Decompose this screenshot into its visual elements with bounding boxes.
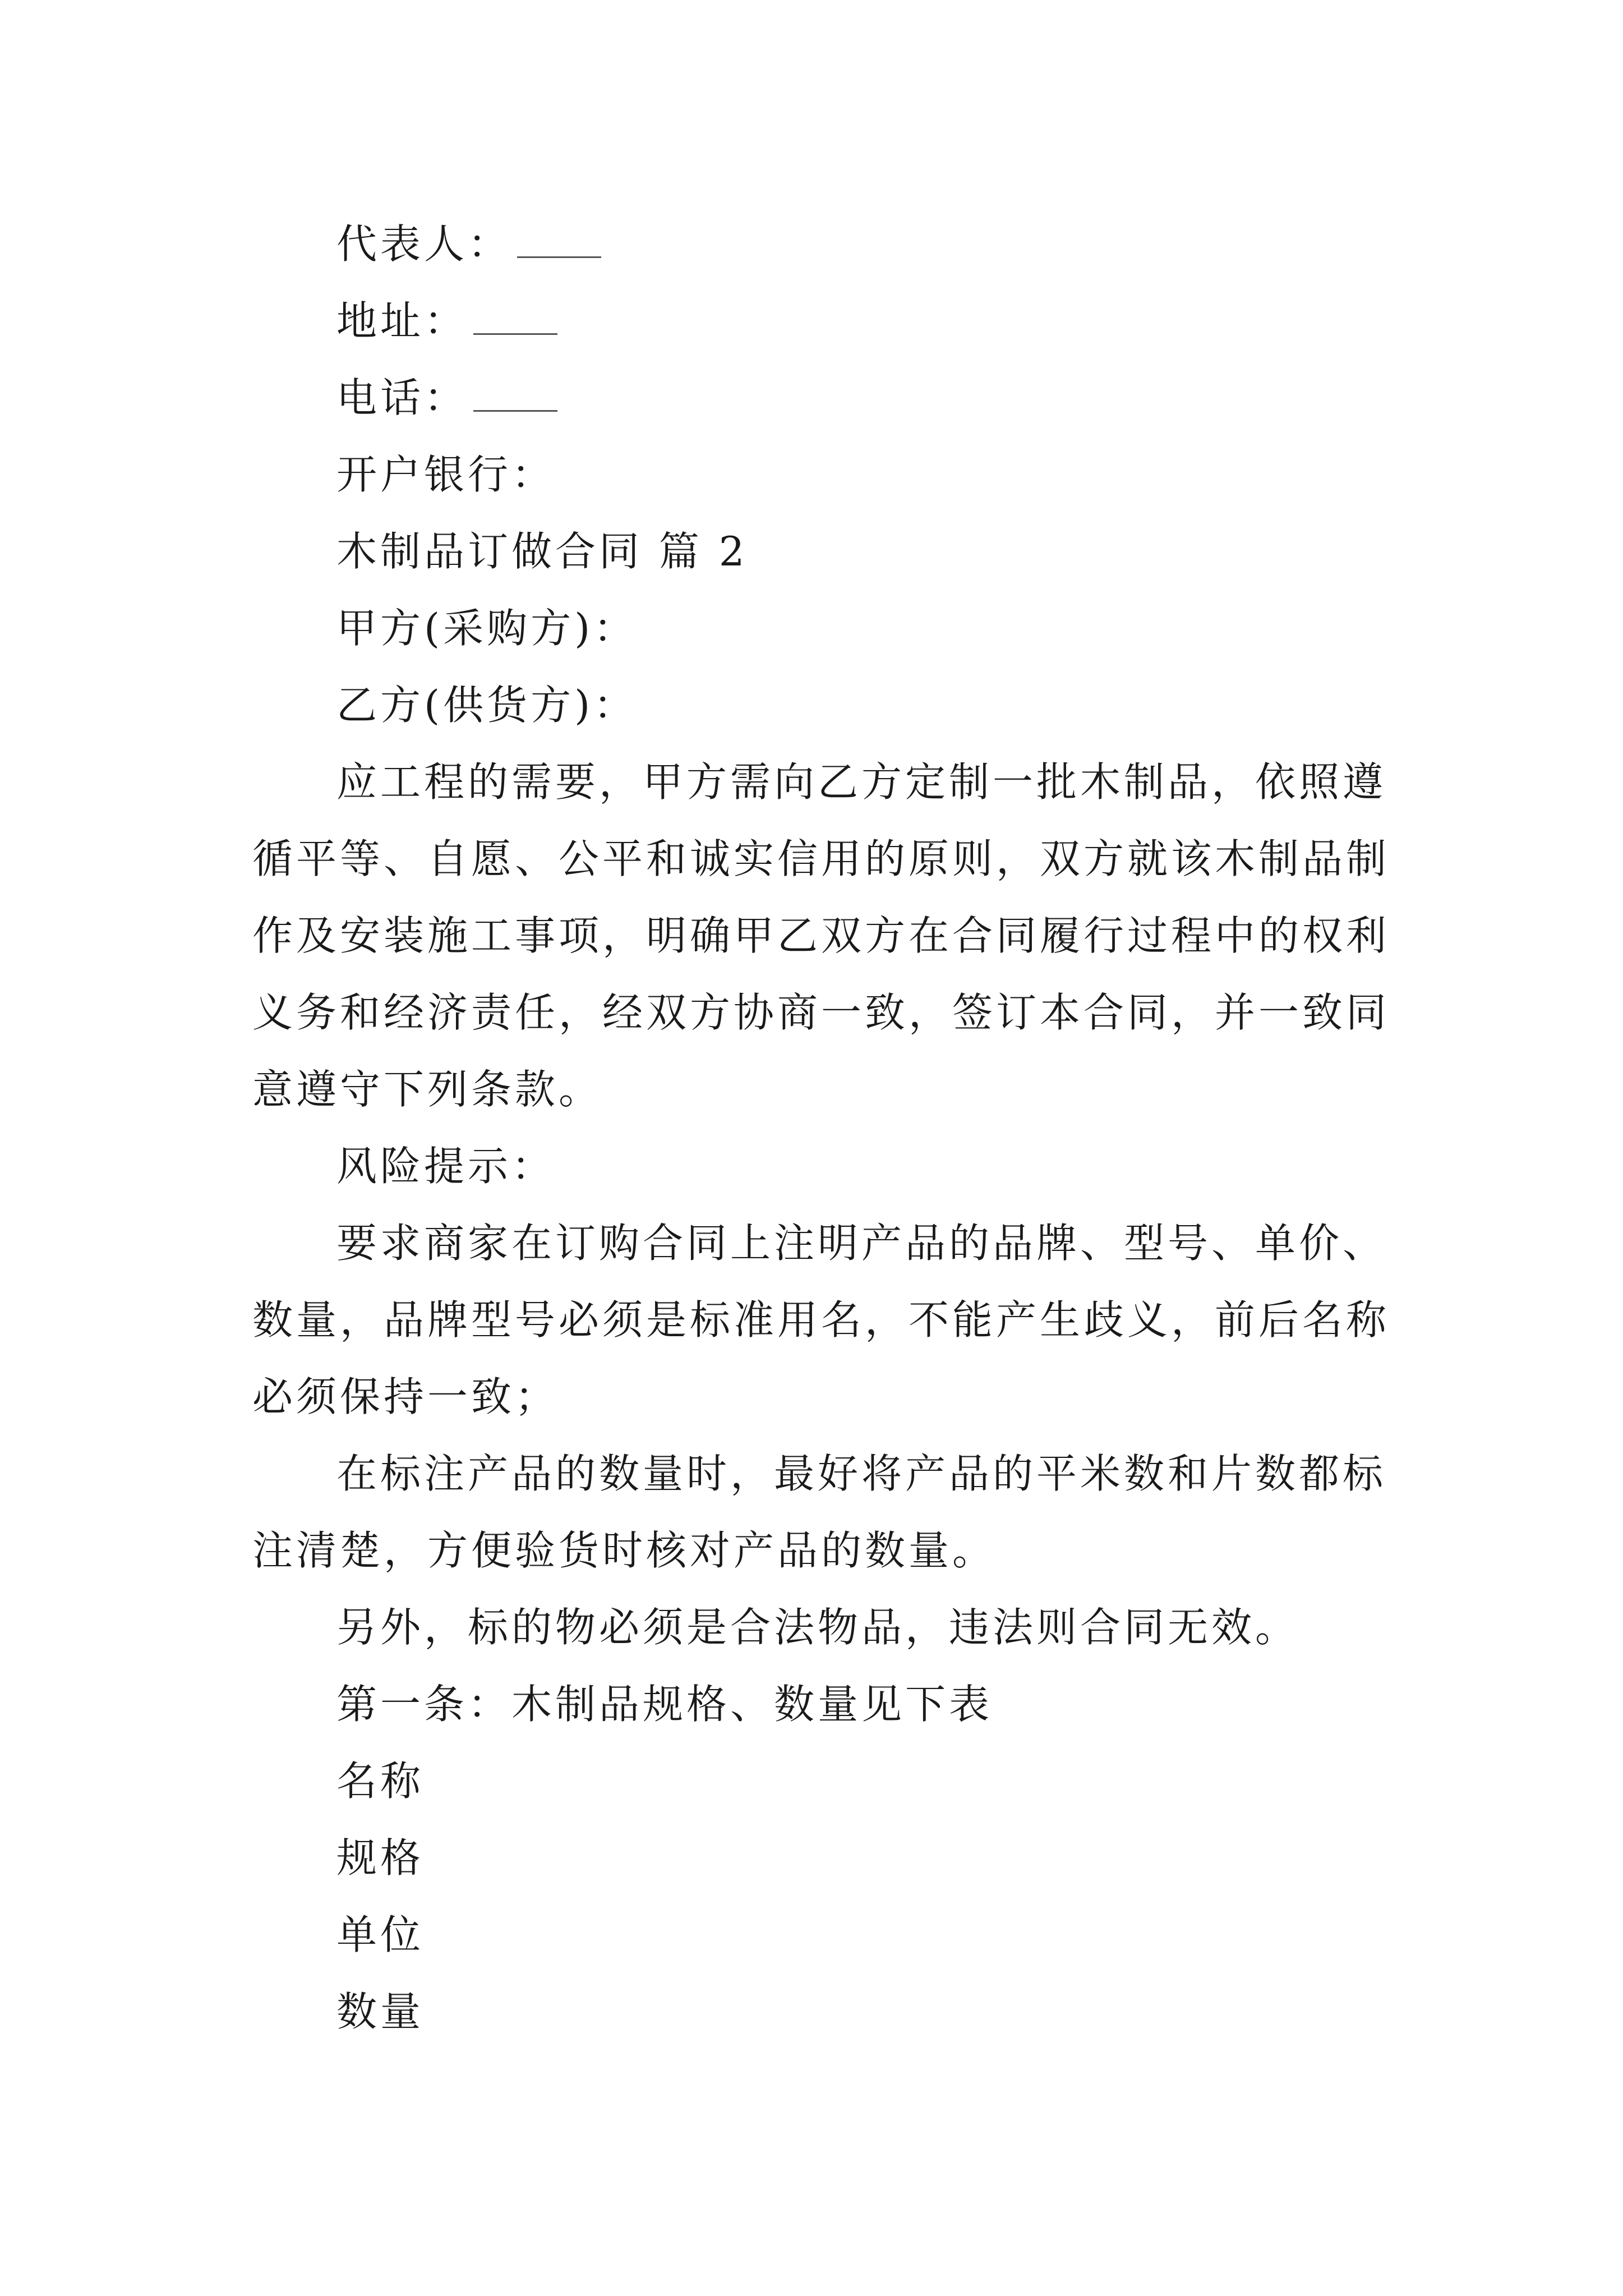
address-label: 地址：	[336, 297, 468, 344]
representative-line	[336, 216, 601, 272]
phone-label: 电话：	[336, 374, 468, 421]
risk-paragraph-line: 另外，标的物必须是合法物品，违法则合同无效。	[336, 1604, 1299, 1651]
table-header-spec: 规格	[336, 1834, 425, 1881]
representative-label: 代表人：	[336, 220, 512, 268]
party-a-label: 甲方(采购方)：	[336, 605, 638, 652]
bank-line	[336, 447, 555, 503]
section-title: 木制品订做合同 篇 2	[336, 528, 748, 575]
bank-label: 开户银行：	[336, 451, 556, 498]
table-header-name: 名称	[336, 1757, 425, 1805]
intro-line: 义务和经济责任，经双方协商一致，签订本合同，并一致同	[252, 989, 1390, 1036]
risk-paragraph-line: 在标注产品的数量时，最好将产品的平米数和片数都标	[336, 1450, 1387, 1497]
article-1: 第一条：木制品规格、数量见下表	[336, 1681, 993, 1728]
intro-line: 应工程的需要，甲方需向乙方定制一批木制品，依照遵	[336, 758, 1387, 806]
intro-line: 循平等、自愿、公平和诚实信用的原则，双方就该木制品制	[252, 835, 1390, 882]
phone-blank	[473, 376, 557, 412]
risk-title: 风险提示：	[336, 1143, 556, 1190]
intro-line: 意遵守下列条款。	[252, 1066, 603, 1113]
address-blank	[473, 300, 557, 335]
risk-paragraph-line: 必须保持一致；	[252, 1373, 559, 1420]
table-header-unit: 单位	[336, 1911, 425, 1958]
phone-line	[336, 370, 557, 426]
risk-paragraph-line: 数量，品牌型号必须是标准用名，不能产生歧义，前后名称	[252, 1296, 1390, 1343]
table-header-quantity: 数量	[336, 1988, 425, 2035]
risk-paragraph-line: 要求商家在订购合同上注明产品的品牌、型号、单价、	[336, 1220, 1387, 1267]
representative-blank	[517, 223, 601, 258]
risk-paragraph-line: 注清楚，方便验货时核对产品的数量。	[252, 1527, 997, 1574]
party-b-label: 乙方(供货方)：	[336, 682, 638, 729]
address-line	[336, 293, 557, 349]
intro-line: 作及安装施工事项，明确甲乙双方在合同履行过程中的权利	[252, 912, 1390, 959]
